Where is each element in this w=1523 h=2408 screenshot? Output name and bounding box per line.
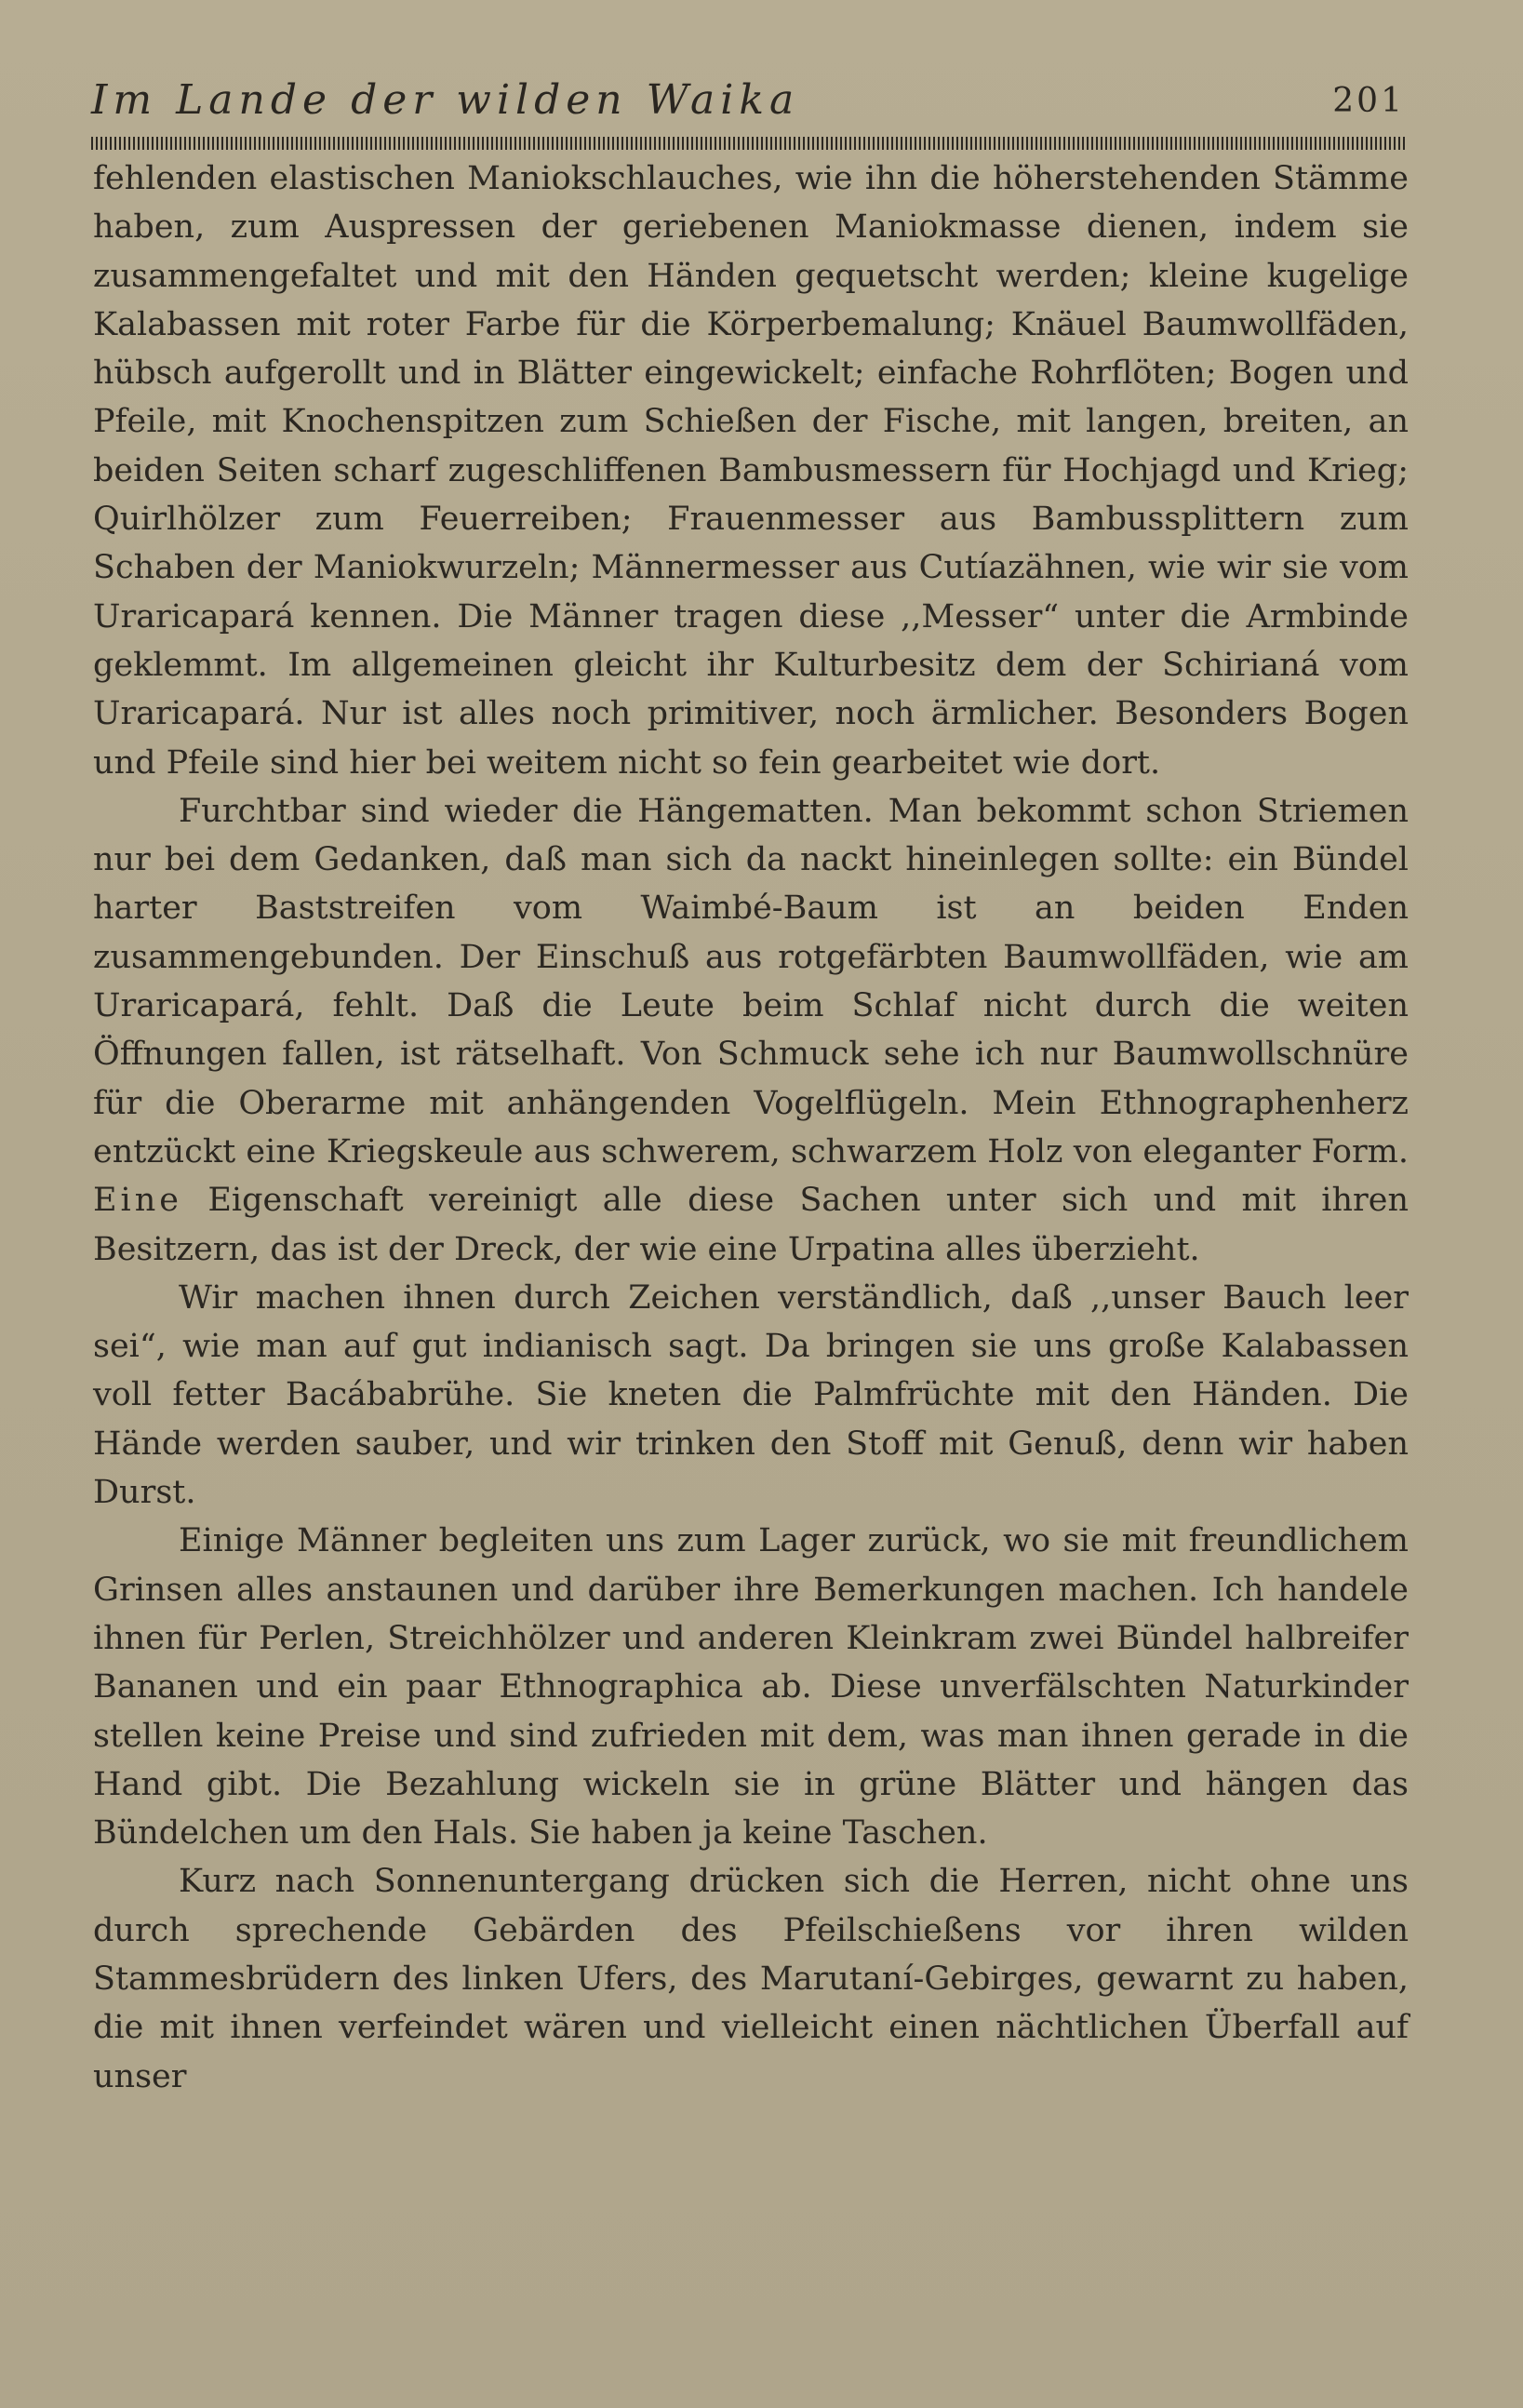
header-rule xyxy=(91,137,1405,150)
paragraph-2-part-2: Eigenschaft vereinigt alle diese Sachen unter sich und mit ihren Besitzern, das ist der Dreck, der wie eine Urpatina alles überzieht. xyxy=(93,1182,1409,1268)
page-header xyxy=(91,76,1405,132)
paragraph-5: Kurz nach Sonnenuntergang drücken sich die Herren, nicht ohne uns durch sprechende Gebärden des Pfeilschießens vor ihren wilden Stammesbrüdern des linken Ufers, des Marutaní-Gebirges, gewarnt zu haben, die mit ihnen verfeindet wären und vielleicht einen nächtlichen Überfall auf unser xyxy=(93,1863,1409,2095)
paragraph-2-spaced-word: Eine xyxy=(93,1182,182,1220)
paragraph-2 xyxy=(93,787,1409,1274)
page-number: 201 xyxy=(1332,82,1405,120)
paragraph-1: fehlenden elastischen Maniokschlauches, wie ihn die höherstehenden Stämme haben, zum Auspressen der geriebenen Maniokmasse dienen, indem sie zusammengefaltet und mit den Händen gequetscht werden; kleine kugelige Kalabassen mit roter Farbe für die Körperbemalung; Knäuel Baumwollfäden, hübsch aufgerollt und in Blätter eingewickelt; einfache Rohrflöten; Bogen und Pfeile, mit Knochenspitzen zum Schießen der Fische, mit langen, breiten, an beiden Seiten scharf zugeschliffenen Bambusmessern für Hochjagd und Krieg; Quirlhölzer zum Feuerreiben; Frauenmesser aus Bambussplittern zum Schaben der Maniokwurzeln; Männermesser aus Cutíazähnen, wie wir sie vom Uraricapará kennen. Die Männer tragen diese ,,Messer“ unter die Armbinde geklemmt. Im allgemeinen gleicht ihr Kulturbesitz dem der Schirianá vom Uraricapará. Nur ist alles noch primitiver, noch ärmlicher. Besonders Bogen und Pfeile sind hier bei weitem nicht so fein gearbeitet wie dort. xyxy=(93,160,1409,782)
body-text xyxy=(93,154,1409,2101)
paragraph-2-part-1: Furchtbar sind wieder die Hängematten. Man bekommt schon Striemen nur bei dem Gedanken, daß man sich da nackt hineinlegen sollte: ein Bündel harter Baststreifen vom Waimbé-Baum ist an beiden Enden zusammengebunden. Der Einschuß aus rotgefärbten Baumwollfäden, wie am Uraricapará, fehlt. Daß die Leute beim Schlaf nicht durch die weiten Öffnungen fallen, ist rätselhaft. Von Schmuck sehe ich nur Baumwollschnüre für die Oberarme mit anhängenden Vogelflügeln. Mein Ethnographenherz entzückt eine Kriegskeule aus schwerem, schwarzem Holz von eleganter Form. xyxy=(93,792,1409,1171)
running-title: Im Lande der wilden Waika xyxy=(91,76,800,124)
paragraph-3: Wir machen ihnen durch Zeichen verständlich, daß ,,unser Bauch leer sei“, wie man auf gut indianisch sagt. Da bringen sie uns große Kalabassen voll fetter Bacábabrühe. Sie kneten die Palmfrüchte mit den Händen. Die Hände werden sauber, und wir trinken den Stoff mit Genuß, denn wir haben Durst. xyxy=(93,1278,1409,1512)
paragraph-4: Einige Männer begleiten uns zum Lager zurück, wo sie mit freundlichem Grinsen alles anstaunen und darüber ihre Bemerkungen machen. Ich handele ihnen für Perlen, Streichhölzer und anderen Kleinkram zwei Bündel halbreifer Bananen und ein paar Ethnographica ab. Diese unverfälschten Naturkinder stellen keine Preise und sind zufrieden mit dem, was man ihnen gerade in die Hand gibt. Die Bezahlung wickeln sie in grüne Blätter und hängen das Bündelchen um den Hals. Sie haben ja keine Taschen. xyxy=(93,1522,1409,1853)
